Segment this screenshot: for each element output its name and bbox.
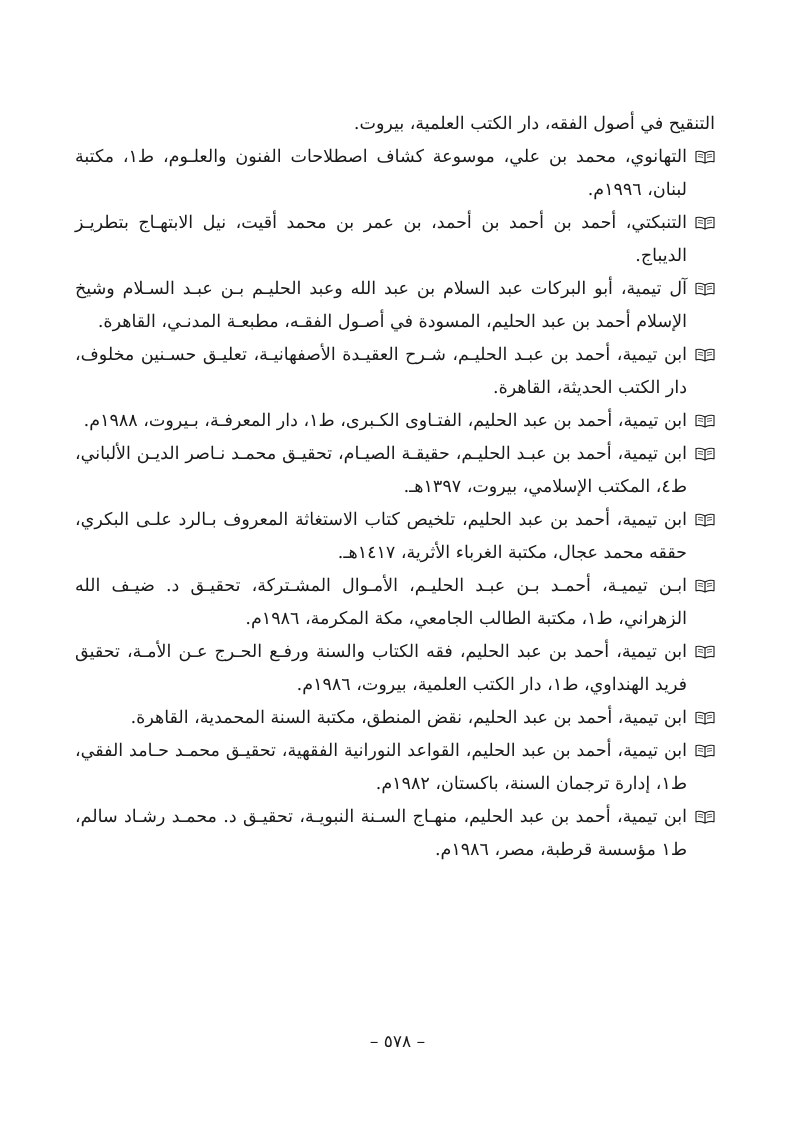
reference-entry [75,339,715,405]
reference-text: ابن تيمية، أحمد بن عبد الحليم، الفتـاوى الكـبرى، ط١، دار المعرفـة، بـيروت، ١٩٨٨م. [83,411,687,431]
reference-text: التنبكتي، أحمد بن أحمد بن أحمد، بن عمر بن محمد أقيت، نيل الابتهـاج بتطريـز الديباج. [75,213,687,266]
open-book-icon [695,150,715,164]
reference-text: ابن تيمية، أحمد بن عبد الحليم، منهـاج السـنة النبويـة، تحقيـق د. محمـد رشـاد سالم، ط١ مؤسسة قرطبة، مصر، ١٩٨٦م. [75,807,687,860]
reference-text: التنقيح في أصول الفقه، دار الكتب العلمية، بيروت. [353,114,715,134]
open-book-icon [695,711,715,725]
open-book-icon [695,216,715,230]
open-book-icon [695,282,715,296]
reference-text: ابن تيمية، أحمد بن عبد الحليم، فقه الكتاب والسنة ورفـع الحـرج عـن الأمـة، تحقيق فريد الهنداوي، ط١، دار الكتب العلمية، بيروت، ١٩٨٦م. [75,642,687,695]
page-number: – ٥٧٨ – [369,1032,426,1052]
reference-text: ابن تيمية، أحمد بن عبد الحليم، القواعد النورانية الفقهية، تحقيـق محمـد حـامد الفقي، ط١، إدارة ترجمان السنة، باكستان، ١٩٨٢م. [75,741,687,794]
reference-entry [75,273,715,339]
reference-entry [75,801,715,867]
reference-entry [75,141,715,207]
reference-entry [75,405,715,438]
reference-text: ابن تيمية، أحمد بن عبد الحليم، تلخيص كتاب الاستغاثة المعروف بـالرد علـى البكري، حققه محمد عجال، مكتبة الغرباء الأثرية، ١٤١٧هـ. [75,510,687,563]
open-book-icon [695,513,715,527]
reference-text: ابن تيمية، أحمد بن عبد الحليم، نقض المنطق، مكتبة السنة المحمدية، القاهرة. [130,708,687,728]
reference-entry [75,636,715,702]
open-book-icon [695,414,715,428]
open-book-icon [695,579,715,593]
reference-entry [75,702,715,735]
open-book-icon [695,348,715,362]
reference-entry [75,207,715,273]
open-book-icon [695,645,715,659]
reference-entry [75,504,715,570]
reference-text: آل تيمية، أبو البركات عبد السلام بن عبد الله وعبد الحليـم بـن عبـد السـلام وشيخ الإسلام أحمد بن عبد الحليم، المسودة في أصـول الفقـه، مطبعـة المدنـي، القاهرة. [75,279,687,332]
reference-entry [75,570,715,636]
open-book-icon [695,810,715,824]
reference-entry [75,438,715,504]
reference-text: ابن تيمية، أحمد بن عبـد الحليـم، حقيقـة الصيـام، تحقيـق محمـد نـاصر الديـن الألباني، ط٤، المكتب الإسلامي، بيروت، ١٣٩٧هـ. [75,444,687,497]
reference-text: ابن تيمية، أحمد بن عبـد الحليـم، شـرح العقيـدة الأصفهانيـة، تعليـق حسـنين مخلوف، دار الكتب الحديثة، القاهرة. [75,345,687,398]
open-book-icon [695,447,715,461]
reference-text: التهانوي، محمد بن علي، موسوعة كشاف اصطلاحات الفنون والعلـوم، ط١، مكتبة لبنان، ١٩٩٦م. [75,147,687,200]
references-list [75,108,715,867]
open-book-icon [695,744,715,758]
reference-entry [75,735,715,801]
reference-text: ابـن تيميـة، أحمـد بـن عبـد الحليـم، الأمـوال المشـتركة، تحقيـق د. ضيـف الله الزهراني، ط١، مكتبة الطالب الجامعي، مكة المكرمة، ١٩٨٦م. [75,576,687,629]
reference-entry [75,108,715,141]
